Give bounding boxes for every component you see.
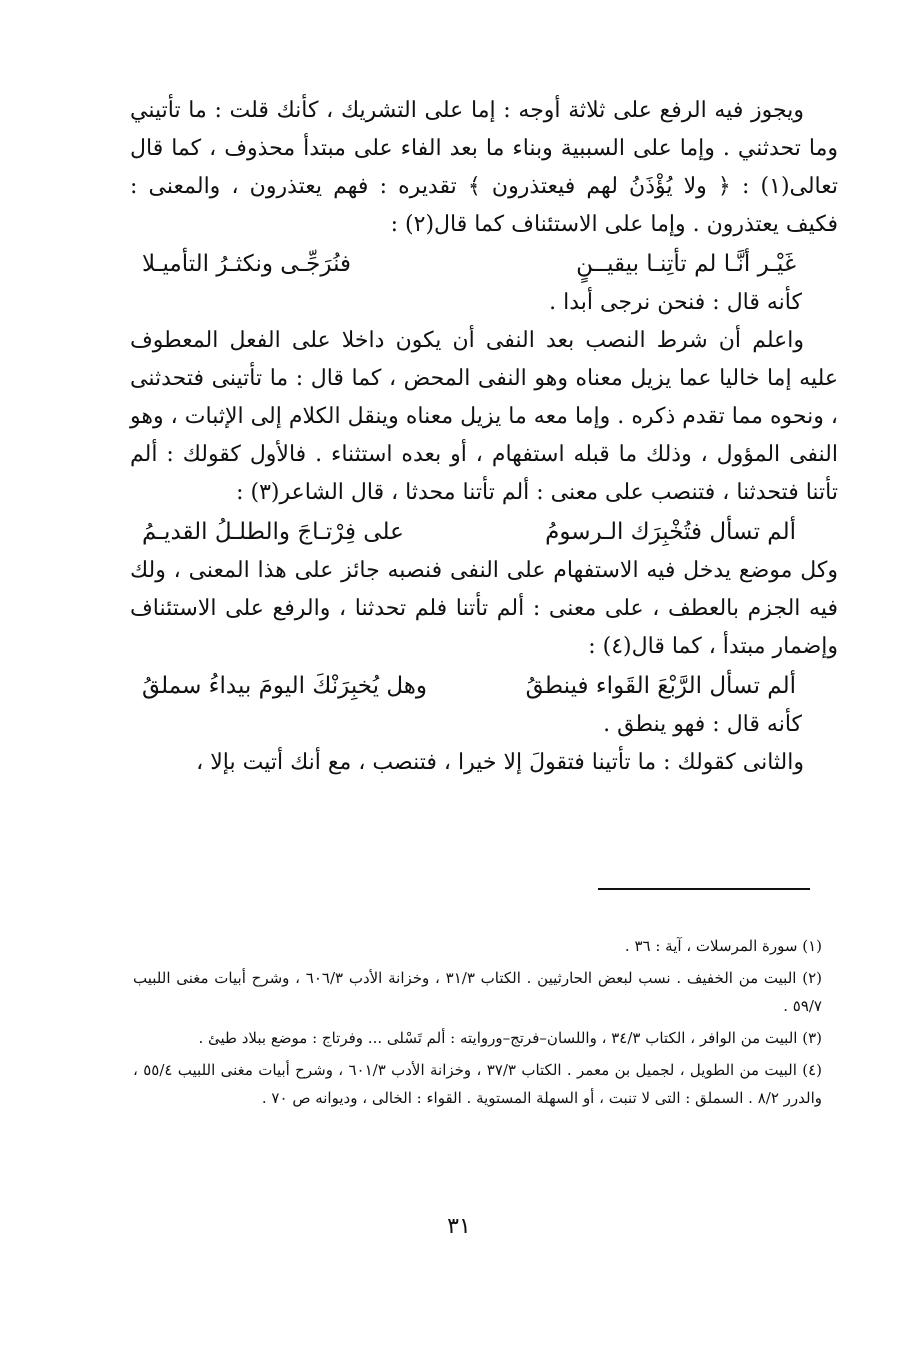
page-number: ٣١ — [447, 1214, 471, 1239]
footnotes — [133, 932, 822, 1116]
verse-3-second-hemistich: وهل يُخبِرَنْكَ اليومَ بيداءُ سملقُ — [142, 673, 428, 699]
paragraph-2: واعلم أن شرط النصب بعد النفى أن يكون داخلا على الفعل المعطوف عليه إما خاليا عما يزيل معناه وهو النفى المحض ، كما قال : ما تأتينى فتحدثنى ، ونحوه مما تقدم ذكره . وإما معه ما يزيل معناه وينقل الكلام إلى الإثبات ، وهو النفى المؤول ، وذلك ما قبله استفهام ، أو بعده استثناء . فالأول كقولك : ألم تأتنا فتحدثنا ، فتنصب على معنى : ألم تأتنا محدثا ، قال الشاعر(٣) : — [130, 328, 838, 505]
verse-2-second-hemistich: على فِرْتـاجَ والطلـلُ القديـمُ — [142, 519, 404, 545]
footnote-1: (١) سورة المرسلات ، آية : ٣٦ . — [624, 937, 822, 955]
paragraph-1: ويجوز فيه الرفع على ثلاثة أوجه : إما على التشريك ، كأنك قلت : ما تأتيني وما تحدثني . وإما على السببية وبناء ما بعد الفاء على مبتدأ محذوف ، كما قال تعالى(١) : ﴿ ولا يُؤْذَنُ لهم فيعتذرون ﴾ تقديره : فهم يعتذرون ، والمعنى : فكيف يعتذرون . وإما على الاستئناف كما قال(٢) : — [130, 98, 838, 237]
footnote-3: (٣) البيت من الوافر ، الكتاب ٣٤/٣ ، واللسان–فرتج–وروايته : ألم تَسْلى ... وفرتاج : موضع ببلاد طيئ . — [198, 1029, 822, 1047]
verse-1 — [130, 244, 838, 284]
paragraph-4: والثانى كقولك : ما تأتينا فتقولَ إلا خيرا ، فتنصب ، مع أنك أتيت بإلا ، — [196, 750, 804, 775]
explanation-2: كأنه قال : فهو ينطق . — [603, 712, 802, 737]
paragraph-3: وكل موضع يدخل فيه الاستفهام على النفى فنصبه جائز على هذا المعنى ، ولك فيه الجزم بالعطف ، على معنى : ألم تأتنا فلم تحدثنا ، والرفع على الاستئناف وإضمار مبتدأ ، كما قال(٤) : — [130, 558, 838, 659]
verse-2-first-hemistich: ألم تسأل فتُخْبِرَك الـرسومُ — [545, 519, 796, 545]
main-text — [130, 92, 838, 782]
footnote-separator — [598, 888, 810, 890]
verse-3 — [130, 666, 838, 706]
verse-3-first-hemistich: ألم تسأل الرَّبْعَ القَواء فينطقُ — [525, 673, 796, 699]
footnote-4: (٤) البيت من الطويل ، لجميل بن معمر . الكتاب ٣٧/٣ ، وخزانة الأدب ٦٠١/٣ ، وشرح أبيات مغنى اللبيب ٥٥/٤ ، والدرر ٨/٢ . السملق : التى لا تنبت ، أو السهلة المستوية . القواء : الخالى ، وديوانه ص ٧٠ . — [133, 1061, 823, 1107]
verse-1-first-hemistich: غَيْـر أنَّـا لم تأتِنـا بيقيــنٍ — [576, 251, 796, 277]
footnote-2: (٢) البيت من الخفيف . نسب لبعض الحارثيين . الكتاب ٣١/٣ ، وخزانة الأدب ٦٠٦/٣ ، وشرح أبيات مغنى اللبيب ٥٩/٧ . — [133, 969, 822, 1015]
verse-2 — [130, 512, 838, 552]
explanation-1: كأنه قال : فنحن نرجى أبدا . — [549, 290, 802, 315]
verse-1-second-hemistich: فنُرَجِّـى ونكثـرُ التأميـلا — [142, 251, 352, 277]
